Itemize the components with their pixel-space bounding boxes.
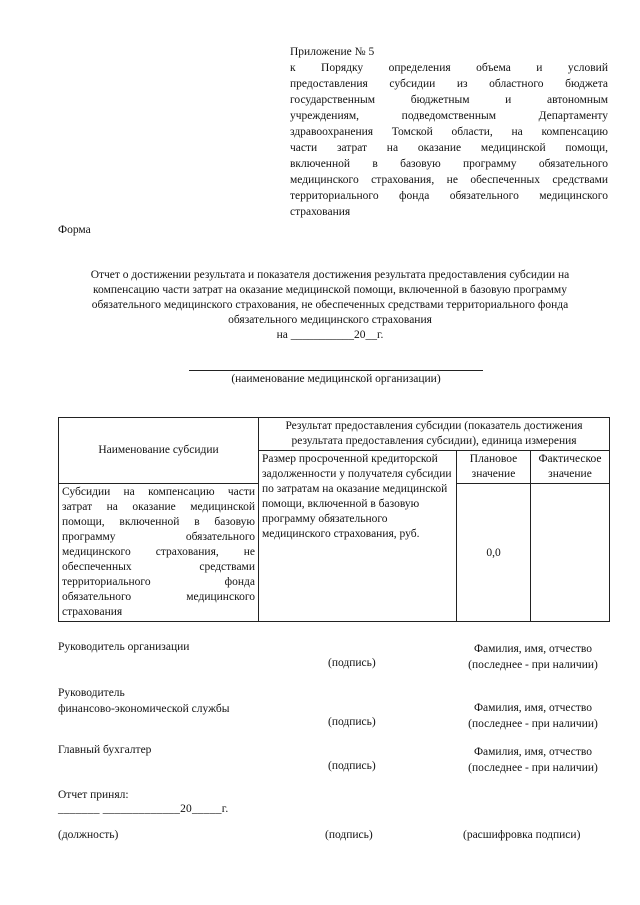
fio-line: Фамилия, имя, отчество xyxy=(473,643,593,655)
appendix-line: здравоохранения Томской области, на компенсацию xyxy=(290,126,608,138)
report-title-line: компенсацию части затрат на оказание медицинской помощи, включенной в базовую программу xyxy=(93,284,567,296)
org-caption: (наименование медицинской организации) xyxy=(231,373,441,385)
head-label: Руководитель организации xyxy=(58,641,190,653)
report-date-line: на ___________20__г. xyxy=(276,329,384,341)
report-title-line: обязательного медицинского страхования xyxy=(228,314,432,326)
actual-value-cell xyxy=(531,484,610,622)
accepted-signature-caption: (подпись) xyxy=(325,829,373,841)
accountant-label: Главный бухгалтер xyxy=(58,744,152,756)
org-name-line xyxy=(189,370,483,371)
fio-caption: (последнее - при наличии) xyxy=(468,762,598,774)
finance-fio xyxy=(455,700,611,732)
fio-line: Фамилия, имя, отчество xyxy=(473,702,593,714)
report-title-line: Отчет о достижении результата и показателя достижения результата предоставления субсидии на xyxy=(90,269,570,281)
appendix-line: к Порядку определения объема и условий xyxy=(290,62,608,74)
header-subsidy: Наименование субсидии xyxy=(59,418,259,484)
decoding-caption: (расшифровка подписи) xyxy=(463,829,581,841)
finance-label-line: Руководитель xyxy=(58,687,125,699)
report-title-line: обязательного медицинского страхования, не обеспеченных средствами территориального фонда xyxy=(91,299,569,311)
appendix-line: учреждениям, подведомственным Департаменту xyxy=(290,110,608,122)
appendix-block xyxy=(290,44,608,220)
accountant-signature-caption: (подпись) xyxy=(328,760,376,772)
appendix-line: предоставления субсидии из областного бюджета xyxy=(290,78,608,90)
accepted-date-line: _______ _____________20_____г. xyxy=(58,803,229,815)
head-fio xyxy=(455,641,611,673)
fio-line: Фамилия, имя, отчество xyxy=(473,746,593,758)
appendix-line: территориального фонда обязательного медицинского xyxy=(290,190,608,202)
fio-caption: (последнее - при наличии) xyxy=(468,718,598,730)
header-actual: Фактическое значение xyxy=(531,451,610,484)
header-result: Результат предоставления субсидии (показатель достижения результата предоставления субсидии), единица измерения xyxy=(259,418,610,451)
header-planned: Плановое значение xyxy=(457,451,531,484)
appendix-line: части затрат на оказание медицинской помощи, xyxy=(290,142,608,154)
indicator-cell: Размер просроченной кредиторской задолженности у получателя субсидии по затратам на оказание медицинской помощи, включенной в базовую программу обязательного медицинского страхования, руб. xyxy=(259,451,457,622)
head-signature-caption: (подпись) xyxy=(328,657,376,669)
form-label: Форма xyxy=(58,224,91,236)
finance-signature-caption: (подпись) xyxy=(328,716,376,728)
subsidy-name-cell: Субсидии на компенсацию части затрат на оказание медицинской помощи, включенной в базовую программу обязательного медицинского страхования, не обеспеченных средствами территориального фонда обязательного медицинского страхования xyxy=(59,484,259,622)
report-table xyxy=(58,417,610,622)
fio-caption: (последнее - при наличии) xyxy=(468,659,598,671)
accountant-fio xyxy=(455,744,611,776)
accepted-label: Отчет принял: xyxy=(58,789,129,801)
finance-label xyxy=(58,685,229,717)
finance-label-line: финансово-экономической службы xyxy=(58,703,230,715)
appendix-line: государственным бюджетным и автономным xyxy=(290,94,608,106)
appendix-title: Приложение № 5 xyxy=(290,46,375,58)
planned-value-cell: 0,0 xyxy=(457,484,531,622)
report-title xyxy=(40,268,620,343)
position-caption: (должность) xyxy=(58,829,119,841)
appendix-line: страхования xyxy=(290,206,351,218)
appendix-line: медицинского страхования, не обеспеченных средствами xyxy=(290,174,608,186)
appendix-line: включенной в базовую программу обязательного xyxy=(290,158,608,170)
